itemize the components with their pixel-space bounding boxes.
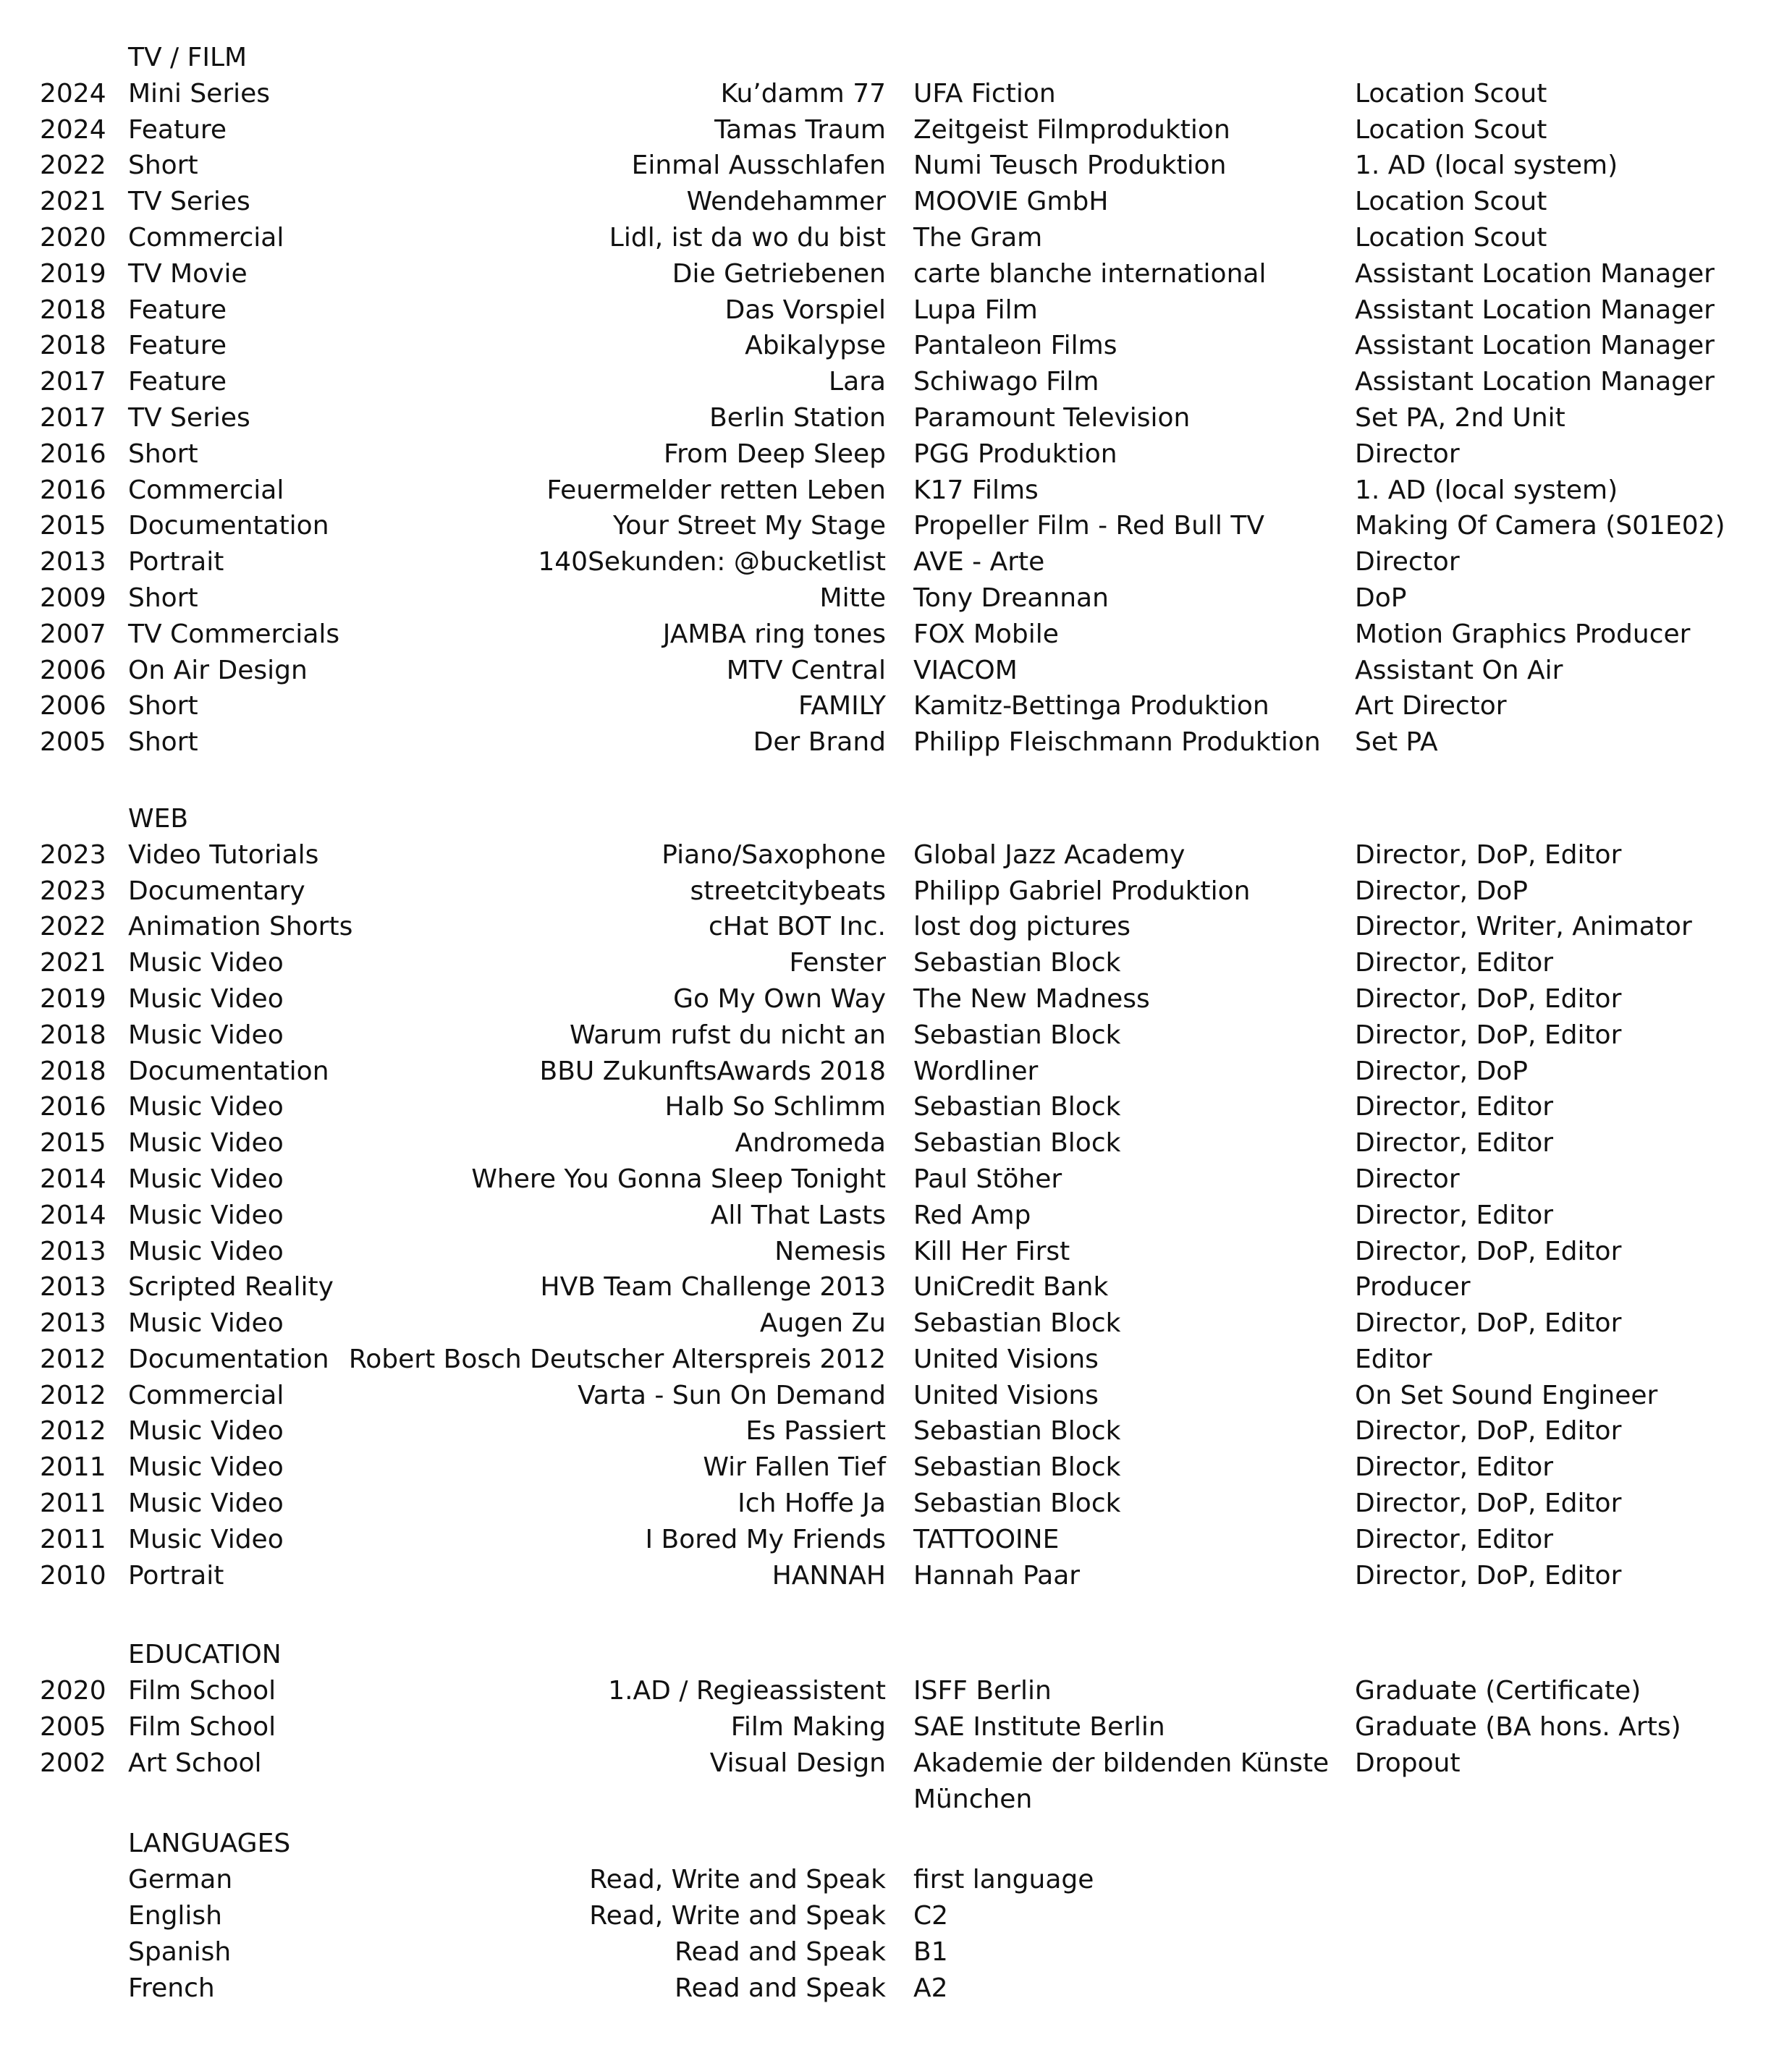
table-row bbox=[0, 724, 1792, 761]
title-cell: Einmal Ausschlafen bbox=[631, 151, 886, 181]
year-cell: 2018 bbox=[40, 331, 106, 361]
role-cell: 1. AD (local system) bbox=[1355, 151, 1618, 181]
year-cell: 2014 bbox=[40, 1164, 106, 1194]
production-cell: Sebastian Block bbox=[913, 1308, 1121, 1339]
type-cell: Scripted Reality bbox=[128, 1272, 334, 1303]
production-cell: Sebastian Block bbox=[913, 1020, 1121, 1050]
table-row bbox=[0, 1745, 1792, 1782]
year-cell: 2013 bbox=[40, 1308, 106, 1339]
type-cell: Music Video bbox=[128, 1308, 284, 1339]
title-cell: Visual Design bbox=[709, 1748, 886, 1778]
role-cell: Set PA bbox=[1355, 727, 1438, 758]
table-row bbox=[0, 981, 1792, 1017]
type-cell: Music Video bbox=[128, 1524, 284, 1554]
production-cell: Paul Stöher bbox=[913, 1164, 1062, 1194]
language-cell: Spanish bbox=[128, 1936, 232, 1967]
year-cell: 2020 bbox=[40, 1676, 106, 1706]
production-cell: UniCredit Bank bbox=[913, 1272, 1109, 1303]
year-cell: 2013 bbox=[40, 1272, 106, 1303]
languages-section bbox=[0, 1826, 1792, 2006]
table-row bbox=[0, 617, 1792, 653]
language-cell: French bbox=[128, 1973, 215, 2003]
production-cell: Paramount Television bbox=[913, 402, 1191, 433]
role-cell: Director, Editor bbox=[1355, 1452, 1554, 1483]
skills-cell: Read, Write and Speak bbox=[589, 1865, 886, 1895]
production-cell: Sebastian Block bbox=[913, 1452, 1121, 1483]
year-cell: 2010 bbox=[40, 1560, 106, 1591]
role-cell: Director, Editor bbox=[1355, 1200, 1554, 1230]
production-cell: Kill Her First bbox=[913, 1236, 1070, 1266]
title-cell: Ich Hoffe Ja bbox=[737, 1489, 886, 1519]
year-cell: 2011 bbox=[40, 1489, 106, 1519]
type-cell: Short bbox=[128, 727, 198, 758]
year-cell: 2020 bbox=[40, 222, 106, 253]
production-cell: Global Jazz Academy bbox=[913, 839, 1185, 870]
production-cell: The New Madness bbox=[913, 983, 1150, 1014]
production-cell: K17 Films bbox=[913, 475, 1039, 505]
role-cell: Director, Editor bbox=[1355, 1092, 1554, 1122]
education-list bbox=[0, 1673, 1792, 1817]
type-cell: Feature bbox=[128, 367, 227, 397]
title-cell: Feuermelder retten Leben bbox=[546, 475, 886, 505]
production-cell: FOX Mobile bbox=[913, 619, 1059, 649]
type-cell: Art School bbox=[128, 1748, 262, 1778]
title-cell: MTV Central bbox=[726, 655, 886, 685]
year-cell: 2005 bbox=[40, 1712, 106, 1743]
table-row bbox=[0, 1558, 1792, 1594]
title-cell: Ku’damm 77 bbox=[720, 78, 886, 109]
title-cell: Andromeda bbox=[735, 1128, 886, 1159]
year-cell: 2016 bbox=[40, 1092, 106, 1122]
type-cell: Music Video bbox=[128, 1092, 284, 1122]
role-cell: 1. AD (local system) bbox=[1355, 475, 1618, 505]
role-cell: Director, Editor bbox=[1355, 1128, 1554, 1159]
production-cell: Sebastian Block bbox=[913, 948, 1121, 978]
table-row bbox=[0, 148, 1792, 184]
year-cell: 2018 bbox=[40, 1020, 106, 1050]
year-cell: 2021 bbox=[40, 187, 106, 217]
title-cell: Fenster bbox=[789, 948, 886, 978]
role-cell: Editor bbox=[1355, 1344, 1432, 1374]
production-cell: Pantaleon Films bbox=[913, 331, 1117, 361]
language-cell: German bbox=[128, 1865, 233, 1895]
table-row bbox=[0, 1125, 1792, 1161]
year-cell: 2015 bbox=[40, 511, 106, 541]
table-row bbox=[0, 436, 1792, 473]
table-row bbox=[0, 400, 1792, 436]
year-cell: 2016 bbox=[40, 439, 106, 469]
type-cell: Documentation bbox=[128, 1056, 329, 1086]
year-cell: 2017 bbox=[40, 367, 106, 397]
table-row bbox=[0, 1054, 1792, 1090]
level-cell: B1 bbox=[913, 1936, 948, 1967]
production-cell: carte blanche international bbox=[913, 258, 1267, 289]
role-cell: Director, DoP bbox=[1355, 876, 1528, 906]
skills-cell: Read, Write and Speak bbox=[589, 1901, 886, 1931]
year-cell: 2018 bbox=[40, 1056, 106, 1086]
title-cell: FAMILY bbox=[798, 691, 886, 721]
table-row bbox=[0, 653, 1792, 689]
production-cell: Tony Dreannan bbox=[913, 583, 1109, 613]
production-cell: Hannah Paar bbox=[913, 1560, 1081, 1591]
table-row bbox=[0, 292, 1792, 329]
production-cell: PGG Produktion bbox=[913, 439, 1117, 469]
production-cell: Sebastian Block bbox=[913, 1128, 1121, 1159]
table-row bbox=[0, 1161, 1792, 1198]
year-cell: 2016 bbox=[40, 475, 106, 505]
role-cell: Director, DoP, Editor bbox=[1355, 1560, 1622, 1591]
production-cell: AVE - Arte bbox=[913, 547, 1045, 577]
role-cell: Director, Editor bbox=[1355, 1524, 1554, 1554]
year-cell: 2022 bbox=[40, 912, 106, 942]
section-spacer bbox=[0, 761, 1792, 801]
table-row bbox=[0, 364, 1792, 400]
production-cell: Zeitgeist Filmproduktion bbox=[913, 114, 1230, 145]
education-heading: EDUCATION bbox=[128, 1640, 282, 1670]
language-cell: English bbox=[128, 1901, 222, 1931]
type-cell: On Air Design bbox=[128, 655, 308, 685]
table-row bbox=[0, 1522, 1792, 1558]
cv-page bbox=[0, 40, 1792, 2006]
type-cell: Feature bbox=[128, 295, 227, 325]
production-cell: SAE Institute Berlin bbox=[913, 1712, 1165, 1743]
table-row bbox=[0, 544, 1792, 580]
year-cell: 2022 bbox=[40, 151, 106, 181]
title-cell: 140Sekunden: @bucketlist bbox=[538, 547, 886, 577]
table-row bbox=[0, 1378, 1792, 1414]
level-cell: A2 bbox=[913, 1973, 948, 2003]
type-cell: TV Series bbox=[128, 402, 250, 433]
type-cell: Short bbox=[128, 151, 198, 181]
table-row bbox=[0, 508, 1792, 544]
type-cell: Feature bbox=[128, 331, 227, 361]
title-cell: Halb So Schlimm bbox=[664, 1092, 886, 1122]
year-cell: 2021 bbox=[40, 948, 106, 978]
production-cell: Numi Teusch Produktion bbox=[913, 151, 1227, 181]
production-cell: ISFF Berlin bbox=[913, 1676, 1052, 1706]
year-cell: 2017 bbox=[40, 402, 106, 433]
role-cell: Art Director bbox=[1355, 691, 1507, 721]
role-cell: Assistant On Air bbox=[1355, 655, 1563, 685]
level-cell: C2 bbox=[913, 1901, 949, 1931]
title-cell: Wendehammer bbox=[686, 187, 886, 217]
year-cell: 2019 bbox=[40, 983, 106, 1014]
table-row bbox=[0, 256, 1792, 292]
role-cell: Location Scout bbox=[1355, 187, 1547, 217]
language-row bbox=[0, 1862, 1792, 1898]
production-cell: MOOVIE GmbH bbox=[913, 187, 1109, 217]
type-cell: Music Video bbox=[128, 1128, 284, 1159]
table-row bbox=[0, 1017, 1792, 1054]
year-cell: 2011 bbox=[40, 1452, 106, 1483]
table-row bbox=[0, 1198, 1792, 1234]
title-cell: HANNAH bbox=[772, 1560, 886, 1591]
title-cell: I Bored My Friends bbox=[645, 1524, 886, 1554]
role-cell: Director, DoP, Editor bbox=[1355, 983, 1622, 1014]
table-row bbox=[0, 688, 1792, 724]
title-cell: Das Vorspiel bbox=[724, 295, 886, 325]
title-cell: Abikalypse bbox=[745, 331, 886, 361]
role-cell: Assistant Location Manager bbox=[1355, 258, 1715, 289]
year-cell: 2012 bbox=[40, 1344, 106, 1374]
production-cell: Wordliner bbox=[913, 1056, 1039, 1086]
production-cell: United Visions bbox=[913, 1380, 1099, 1410]
year-cell: 2011 bbox=[40, 1524, 106, 1554]
type-cell: Animation Shorts bbox=[128, 912, 353, 942]
year-cell: 2012 bbox=[40, 1380, 106, 1410]
type-cell: Short bbox=[128, 691, 198, 721]
year-cell: 2015 bbox=[40, 1128, 106, 1159]
role-cell: Director, DoP, Editor bbox=[1355, 1308, 1622, 1339]
section-heading-row bbox=[0, 801, 1792, 837]
title-cell: Go My Own Way bbox=[673, 983, 886, 1014]
table-row bbox=[0, 1089, 1792, 1125]
type-cell: Music Video bbox=[128, 983, 284, 1014]
section-heading-row bbox=[0, 1826, 1792, 1862]
role-cell: Assistant Location Manager bbox=[1355, 367, 1715, 397]
type-cell: Commercial bbox=[128, 1380, 284, 1410]
type-cell: TV Series bbox=[128, 187, 250, 217]
role-cell: Location Scout bbox=[1355, 78, 1547, 109]
role-cell: Director, Editor bbox=[1355, 948, 1554, 978]
language-row bbox=[0, 1898, 1792, 1934]
year-cell: 2018 bbox=[40, 295, 106, 325]
type-cell: Music Video bbox=[128, 1489, 284, 1519]
table-row bbox=[0, 328, 1792, 364]
languages-list bbox=[0, 1862, 1792, 2006]
type-cell: Feature bbox=[128, 114, 227, 145]
year-cell: 2013 bbox=[40, 547, 106, 577]
table-row bbox=[0, 909, 1792, 945]
section-spacer bbox=[0, 1593, 1792, 1637]
production-cell: Red Amp bbox=[913, 1200, 1031, 1230]
role-cell: Director, DoP, Editor bbox=[1355, 1416, 1622, 1447]
role-cell: Graduate (Certificate) bbox=[1355, 1676, 1641, 1706]
production-cell: Philipp Fleischmann Produktion bbox=[913, 727, 1321, 758]
production-cell: Sebastian Block bbox=[913, 1416, 1121, 1447]
year-cell: 2007 bbox=[40, 619, 106, 649]
year-cell: 2024 bbox=[40, 78, 106, 109]
table-row-continuation bbox=[0, 1782, 1792, 1818]
web-heading: WEB bbox=[128, 803, 189, 834]
title-cell: 1.AD / Regieassistent bbox=[608, 1676, 886, 1706]
role-cell: Dropout bbox=[1355, 1748, 1461, 1778]
skills-cell: Read and Speak bbox=[675, 1936, 886, 1967]
type-cell: Documentation bbox=[128, 511, 329, 541]
role-cell: Director, DoP, Editor bbox=[1355, 1489, 1622, 1519]
role-cell: Graduate (BA hons. Arts) bbox=[1355, 1712, 1681, 1743]
role-cell: Director bbox=[1355, 1164, 1460, 1194]
year-cell: 2024 bbox=[40, 114, 106, 145]
title-cell: All That Lasts bbox=[710, 1200, 886, 1230]
title-cell: Warum rufst du nicht an bbox=[569, 1020, 886, 1050]
year-cell: 2005 bbox=[40, 727, 106, 758]
type-cell: Video Tutorials bbox=[128, 839, 319, 870]
table-row bbox=[0, 1709, 1792, 1745]
role-cell: Location Scout bbox=[1355, 222, 1547, 253]
role-cell: Director, DoP, Editor bbox=[1355, 1020, 1622, 1050]
type-cell: TV Commercials bbox=[128, 619, 340, 649]
year-cell: 2006 bbox=[40, 655, 106, 685]
title-cell: Your Street My Stage bbox=[613, 511, 886, 541]
year-cell: 2013 bbox=[40, 1236, 106, 1266]
type-cell: Music Video bbox=[128, 1452, 284, 1483]
table-row bbox=[0, 837, 1792, 873]
production-cell: Propeller Film - Red Bull TV bbox=[913, 511, 1264, 541]
role-cell: Director, DoP, Editor bbox=[1355, 839, 1622, 870]
production-cell: UFA Fiction bbox=[913, 78, 1056, 109]
role-cell: On Set Sound Engineer bbox=[1355, 1380, 1658, 1410]
year-cell: 2019 bbox=[40, 258, 106, 289]
year-cell: 2023 bbox=[40, 876, 106, 906]
title-cell: From Deep Sleep bbox=[664, 439, 886, 469]
title-cell: cHat BOT Inc. bbox=[709, 912, 886, 942]
section-heading-row bbox=[0, 1637, 1792, 1673]
table-row bbox=[0, 945, 1792, 981]
production-cell: Schiwago Film bbox=[913, 367, 1099, 397]
type-cell: Mini Series bbox=[128, 78, 271, 109]
table-row bbox=[0, 1305, 1792, 1342]
table-row bbox=[0, 1234, 1792, 1270]
title-cell: Nemesis bbox=[774, 1236, 886, 1266]
role-cell: Director, DoP bbox=[1355, 1056, 1528, 1086]
type-cell: Portrait bbox=[128, 1560, 224, 1591]
title-cell: Wir Fallen Tief bbox=[703, 1452, 886, 1483]
title-cell: Augen Zu bbox=[759, 1308, 886, 1339]
table-row bbox=[0, 580, 1792, 617]
title-cell: Piano/Saxophone bbox=[662, 839, 886, 870]
table-row bbox=[0, 112, 1792, 148]
education-section bbox=[0, 1637, 1792, 1817]
language-row bbox=[0, 1970, 1792, 2007]
production-cell: lost dog pictures bbox=[913, 912, 1131, 942]
level-cell: first language bbox=[913, 1865, 1094, 1895]
production-cell: Sebastian Block bbox=[913, 1489, 1121, 1519]
production-cell: TATTOOINE bbox=[913, 1524, 1060, 1554]
role-cell: Director bbox=[1355, 439, 1460, 469]
table-row bbox=[0, 1486, 1792, 1522]
type-cell: Film School bbox=[128, 1676, 276, 1706]
table-row bbox=[0, 1269, 1792, 1305]
language-row bbox=[0, 1934, 1792, 1970]
production-cell: VIACOM bbox=[913, 655, 1018, 685]
type-cell: Documentary bbox=[128, 876, 305, 906]
role-cell: Director, DoP, Editor bbox=[1355, 1236, 1622, 1266]
role-cell: Director, Writer, Animator bbox=[1355, 912, 1692, 942]
title-cell: Berlin Station bbox=[709, 402, 886, 433]
type-cell: Short bbox=[128, 439, 198, 469]
title-cell: Robert Bosch Deutscher Alterspreis 2012 bbox=[348, 1344, 886, 1374]
languages-heading: LANGUAGES bbox=[128, 1829, 291, 1859]
year-cell: 2002 bbox=[40, 1748, 106, 1778]
title-cell: JAMBA ring tones bbox=[662, 619, 886, 649]
type-cell: Commercial bbox=[128, 222, 284, 253]
tv-film-heading: TV / FILM bbox=[128, 43, 248, 72]
tv-film-section bbox=[0, 40, 1792, 761]
role-cell: Producer bbox=[1355, 1272, 1471, 1303]
type-cell: Portrait bbox=[128, 547, 224, 577]
web-section bbox=[0, 801, 1792, 1594]
title-cell: Die Getriebenen bbox=[672, 258, 886, 289]
year-cell: 2023 bbox=[40, 839, 106, 870]
title-cell: Tamas Traum bbox=[714, 114, 886, 145]
section-spacer bbox=[0, 1817, 1792, 1826]
production-cell: Philipp Gabriel Produktion bbox=[913, 876, 1251, 906]
section-heading-row bbox=[0, 40, 1792, 76]
type-cell: Commercial bbox=[128, 475, 284, 505]
title-cell: Es Passiert bbox=[745, 1416, 886, 1447]
role-cell: Director bbox=[1355, 547, 1460, 577]
title-cell: Varta - Sun On Demand bbox=[578, 1380, 886, 1410]
type-cell: Film School bbox=[128, 1712, 276, 1743]
table-row bbox=[0, 1413, 1792, 1449]
type-cell: Music Video bbox=[128, 948, 284, 978]
table-row bbox=[0, 873, 1792, 910]
table-row bbox=[0, 76, 1792, 112]
title-cell: Der Brand bbox=[753, 727, 886, 758]
role-cell: Location Scout bbox=[1355, 114, 1547, 145]
role-cell: Assistant Location Manager bbox=[1355, 295, 1715, 325]
type-cell: Music Video bbox=[128, 1416, 284, 1447]
type-cell: Music Video bbox=[128, 1200, 284, 1230]
type-cell: Short bbox=[128, 583, 198, 613]
year-cell: 2012 bbox=[40, 1416, 106, 1447]
title-cell: streetcitybeats bbox=[690, 876, 886, 906]
year-cell: 2009 bbox=[40, 583, 106, 613]
production-cell: Lupa Film bbox=[913, 295, 1038, 325]
title-cell: HVB Team Challenge 2013 bbox=[540, 1272, 886, 1303]
production-cell: Sebastian Block bbox=[913, 1092, 1121, 1122]
production-cell: The Gram bbox=[913, 222, 1043, 253]
table-row bbox=[0, 1342, 1792, 1378]
table-row bbox=[0, 1449, 1792, 1486]
production-cell: Akademie der bildenden Künste bbox=[913, 1748, 1330, 1778]
title-cell: Lara bbox=[829, 367, 886, 397]
role-cell: Set PA, 2nd Unit bbox=[1355, 402, 1565, 433]
type-cell: Music Video bbox=[128, 1164, 284, 1194]
type-cell: Music Video bbox=[128, 1020, 284, 1050]
title-cell: BBU ZukunftsAwards 2018 bbox=[539, 1056, 886, 1086]
role-cell: Motion Graphics Producer bbox=[1355, 619, 1691, 649]
title-cell: Mitte bbox=[819, 583, 886, 613]
skills-cell: Read and Speak bbox=[675, 1973, 886, 2003]
web-list bbox=[0, 837, 1792, 1594]
title-cell: Lidl, ist da wo du bist bbox=[609, 222, 886, 253]
production-cell-line2: München bbox=[913, 1784, 1033, 1814]
table-row bbox=[0, 184, 1792, 220]
role-cell: Making Of Camera (S01E02) bbox=[1355, 511, 1725, 541]
role-cell: DoP bbox=[1355, 583, 1407, 613]
tv-film-list bbox=[0, 76, 1792, 761]
title-cell: Film Making bbox=[730, 1712, 886, 1743]
role-cell: Assistant Location Manager bbox=[1355, 331, 1715, 361]
table-row bbox=[0, 220, 1792, 256]
year-cell: 2014 bbox=[40, 1200, 106, 1230]
type-cell: TV Movie bbox=[128, 258, 248, 289]
type-cell: Documentation bbox=[128, 1344, 329, 1374]
title-cell: Where You Gonna Sleep Tonight bbox=[471, 1164, 886, 1194]
type-cell: Music Video bbox=[128, 1236, 284, 1266]
table-row bbox=[0, 473, 1792, 509]
production-cell: Kamitz-Bettinga Produktion bbox=[913, 691, 1269, 721]
production-cell: United Visions bbox=[913, 1344, 1099, 1374]
year-cell: 2006 bbox=[40, 691, 106, 721]
table-row bbox=[0, 1673, 1792, 1709]
